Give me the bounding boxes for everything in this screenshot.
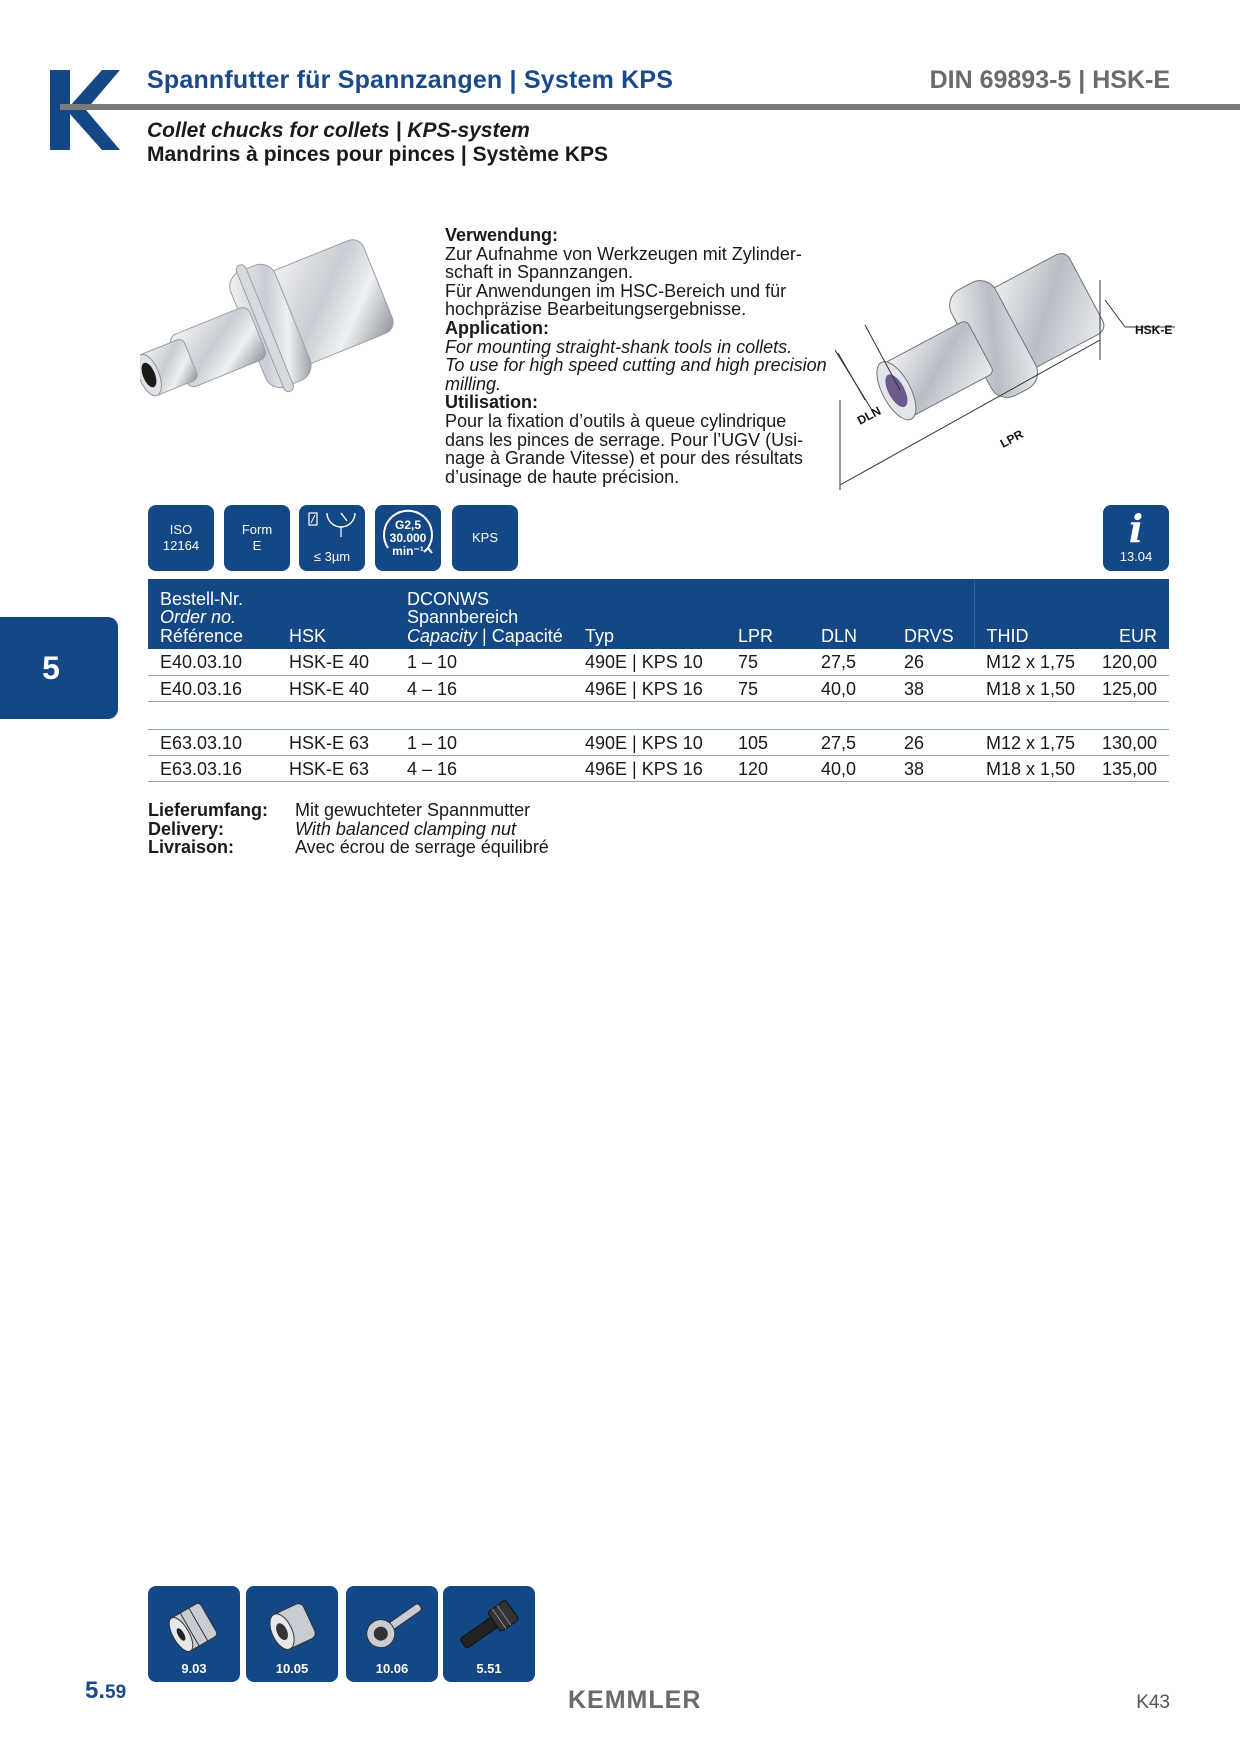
col-order-no [148,579,277,649]
col-hsk: HSK [277,579,395,649]
header-line: Spannbereich [407,607,519,627]
badge-line: ≤ 3µm [313,549,351,564]
chapter-tab[interactable]: 5 [0,617,118,719]
col-lpr: LPR [726,579,809,649]
page-number-main: 5. [85,1677,106,1704]
info-icon: i [1128,506,1144,551]
cell: HSK-E 63 [277,755,395,781]
cell: M12 x 1,75 [974,729,1088,755]
usage-line: Zur Aufnahme von Werkzeugen mit Zylinder- [445,243,802,264]
cell: 120,00 [1088,649,1169,675]
header-line: | Capacité [477,625,563,646]
info-ref: 13.04 [1119,549,1153,564]
usage-line: schaft in Spannzangen. [445,262,634,283]
usage-line: hochpräzise Bearbeitungsergebnisse. [445,299,747,320]
usage-line: Für Anwendungen im HSC-Bereich und für [445,280,787,301]
cell: 27,5 [809,729,892,755]
cell: HSK-E 40 [277,649,395,675]
accessory-ref: 10.05 [275,1661,309,1676]
product-table [148,579,1169,782]
delivery-value-en: With balanced clamping nut [295,818,516,839]
cell: 38 [892,755,974,781]
badge-line: min⁻¹ [392,543,424,558]
table-row [148,649,1169,675]
usage-line: For mounting straight-shank tools in collets. [445,336,793,357]
usage-line: nage à Grande Vitesse) et pour des résultats [445,448,803,469]
cell: 125,00 [1088,675,1169,701]
accessory-ref: 9.03 [181,1661,207,1676]
lpr-label: LPR [997,427,1026,451]
cell: 490E | KPS 10 [573,649,726,675]
table-header [148,579,1169,649]
dln-label: DLN [854,403,884,428]
page-number-sub: 59 [105,1682,127,1703]
badge-line: 30.000 [389,530,427,545]
cell: 496E | KPS 16 [573,755,726,781]
header-line: Order no. [160,607,237,627]
subtitle-en: Collet chucks for collets | KPS-system [147,119,530,142]
hsk-label: HSK-E [1135,323,1173,337]
kps-badge [452,505,518,571]
kemmler-logo [50,70,120,150]
cell: 490E | KPS 10 [573,729,726,755]
runout-badge [299,505,365,571]
col-dln: DLN [809,579,892,649]
delivery-label-en: Delivery: [148,818,225,839]
cell: 40,0 [809,675,892,701]
usage-heading-fr: Utilisation: [445,392,538,413]
badge-line: G2,5 [394,517,421,532]
cell: 496E | KPS 16 [573,675,726,701]
iso-badge [148,505,214,571]
cell: 105 [726,729,809,755]
accessory-nut[interactable] [246,1586,338,1682]
cell: 4 – 16 [395,755,573,781]
rotation-circle-icon [378,508,438,568]
header-line: Capacity [407,625,478,646]
cell: M12 x 1,75 [974,649,1088,675]
cell: 1 – 10 [395,729,573,755]
tool-holder-icon [454,1594,524,1660]
cell: E63.03.16 [148,755,277,781]
cell: 26 [892,729,974,755]
table-spacer [148,701,1169,729]
cell: 130,00 [1088,729,1169,755]
usage-line: milling. [445,373,502,394]
col-eur: EUR [1088,579,1169,649]
collet-chuck-photo [140,230,440,460]
usage-line: To use for high speed cutting and high precision [445,355,827,376]
page-title: Spannfutter für Spannzangen | System KPS [147,66,674,94]
cell: 1 – 10 [395,649,573,675]
cell: 27,5 [809,649,892,675]
cell: HSK-E 63 [277,729,395,755]
usage-line: Pour la fixation d’outils à queue cylindrique [445,410,787,431]
header-line: Bestell-Nr. [160,588,244,609]
accessory-collet[interactable] [148,1586,240,1682]
dial-gauge-icon [305,509,359,539]
standard-label: DIN 69893-5 | HSK-E [929,66,1170,94]
table-row [148,755,1169,781]
header-line: DCONWS [407,588,489,609]
usage-heading-de: Verwendung: [445,225,559,245]
cell: E40.03.10 [148,649,277,675]
col-typ: Typ [573,579,726,649]
header-rule [60,104,1240,110]
cell: 40,0 [809,755,892,781]
usage-heading-en: Application: [445,317,549,338]
table-row [148,729,1169,755]
cell: M18 x 1,50 [974,675,1088,701]
badge-line: KPS [471,530,498,545]
usage-description [445,226,845,486]
accessory-ref: 10.06 [375,1661,409,1676]
delivery-label-de: Lieferumfang: [148,800,269,820]
cell: HSK-E 40 [277,675,395,701]
badge-line: Form [241,522,273,537]
catalog-code: K43 [1136,1692,1170,1713]
subtitle-fr: Mandrins à pinces pour pinces | Système KPS [147,143,609,166]
delivery-label-fr: Livraison: [148,837,235,858]
cell: M18 x 1,50 [974,755,1088,781]
brand-name: KEMMLER [568,1686,702,1714]
cell: 26 [892,649,974,675]
cell: 75 [726,675,809,701]
accessory-ref: 5.51 [476,1661,502,1676]
info-badge[interactable] [1103,505,1169,571]
col-thid: THID [974,579,1088,649]
table-row [148,675,1169,701]
col-dconws [395,579,573,649]
usage-line: d’usinage de haute précision. [445,466,680,487]
page-number [85,1677,126,1705]
dimension-drawing [835,220,1175,495]
collet-icon [159,1594,229,1660]
clamping-nut-icon [257,1594,327,1660]
accessory-wrench[interactable] [346,1586,438,1682]
wrench-icon [357,1594,427,1660]
cell: 120 [726,755,809,781]
cell: 38 [892,675,974,701]
badge-line: ISO [169,522,193,537]
header-line: Référence [160,625,244,646]
badge-line: 12164 [162,538,200,553]
cell: E40.03.16 [148,675,277,701]
accessory-holder[interactable] [443,1586,535,1682]
cell: 75 [726,649,809,675]
col-drvs: DRVS [892,579,974,649]
cell: 135,00 [1088,755,1169,781]
cell: E63.03.10 [148,729,277,755]
delivery-value-fr: Avec écrou de serrage équilibré [295,837,549,858]
form-badge [224,505,290,571]
cell: 4 – 16 [395,675,573,701]
usage-line: dans les pinces de serrage. Pour l’UGV (Usi- [445,429,804,450]
delivery-value-de: Mit gewuchteter Spannmutter [295,800,531,820]
badge-line: E [252,538,262,553]
balance-badge [375,505,441,571]
